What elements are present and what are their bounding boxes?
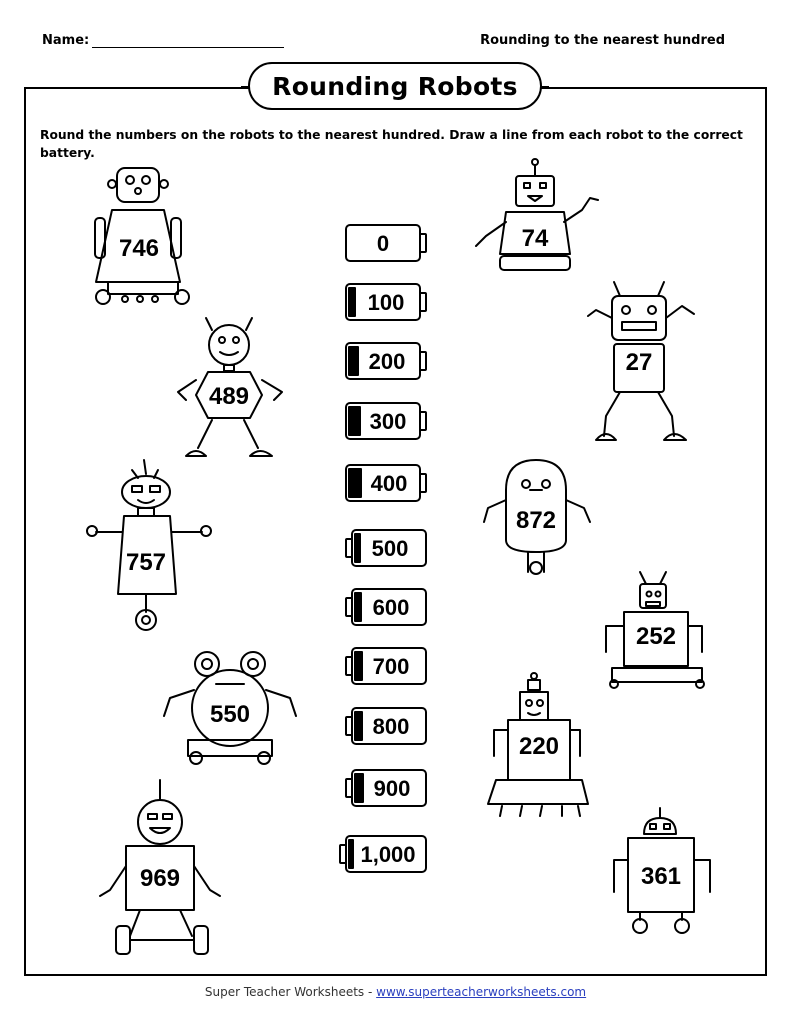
- robot-757[interactable]: [87, 460, 211, 630]
- battery-200[interactable]: [346, 343, 426, 379]
- battery-900[interactable]: [346, 770, 426, 806]
- battery-label: 0: [376, 231, 390, 256]
- battery-label: 200: [368, 349, 406, 374]
- battery-label: 400: [370, 471, 408, 496]
- battery-300[interactable]: [346, 403, 426, 439]
- battery-label: 700: [372, 654, 410, 679]
- name-label: Name:: [42, 33, 90, 48]
- robot-number: 746: [118, 235, 160, 262]
- robot-number: 361: [640, 863, 682, 890]
- robot-number: 969: [139, 865, 181, 892]
- title-text: Rounding Robots: [272, 71, 518, 101]
- robot-746[interactable]: [95, 168, 189, 304]
- battery-700[interactable]: [346, 648, 426, 684]
- robot-969[interactable]: [100, 780, 220, 954]
- robot-74[interactable]: [476, 159, 598, 270]
- battery-label: 500: [371, 536, 409, 561]
- robot-550[interactable]: [164, 652, 296, 764]
- worksheet-topic: Rounding to the nearest hundred: [480, 33, 725, 48]
- robot-252[interactable]: [606, 572, 704, 688]
- battery-100[interactable]: [346, 284, 426, 320]
- battery-500[interactable]: [346, 530, 426, 566]
- battery-600[interactable]: [346, 589, 426, 625]
- battery-label: 800: [372, 714, 410, 739]
- footer-link[interactable]: www.superteacherworksheets.com: [376, 985, 587, 999]
- battery-label: 600: [372, 595, 410, 620]
- footer: [0, 985, 791, 999]
- battery-label: 100: [367, 290, 405, 315]
- battery-0[interactable]: [346, 225, 426, 261]
- robot-number: 489: [208, 383, 250, 410]
- battery-1000[interactable]: [340, 836, 426, 872]
- robot-27[interactable]: [588, 282, 694, 440]
- battery-label: 900: [373, 776, 411, 801]
- robot-number: 550: [209, 701, 251, 728]
- footer-text: Super Teacher Worksheets -: [204, 985, 377, 999]
- robot-number: 27: [625, 349, 653, 376]
- robot-number: 252: [635, 623, 677, 650]
- robot-number: 220: [518, 733, 560, 760]
- robot-489[interactable]: [178, 318, 282, 456]
- battery-label: 1,000: [360, 842, 416, 867]
- instructions: Round the numbers on the robots to the nearest hundred. Draw a line from each robot to the correct battery.: [40, 128, 743, 160]
- robot-number: 74: [521, 225, 549, 252]
- robot-361[interactable]: [614, 808, 710, 933]
- battery-400[interactable]: [346, 465, 426, 501]
- robot-number: 872: [515, 507, 557, 534]
- robot-220[interactable]: [488, 673, 588, 816]
- battery-label: 300: [369, 409, 407, 434]
- battery-column: [340, 225, 426, 872]
- robot-872[interactable]: [484, 460, 590, 574]
- robot-number: 757: [125, 549, 167, 576]
- battery-800[interactable]: [346, 708, 426, 744]
